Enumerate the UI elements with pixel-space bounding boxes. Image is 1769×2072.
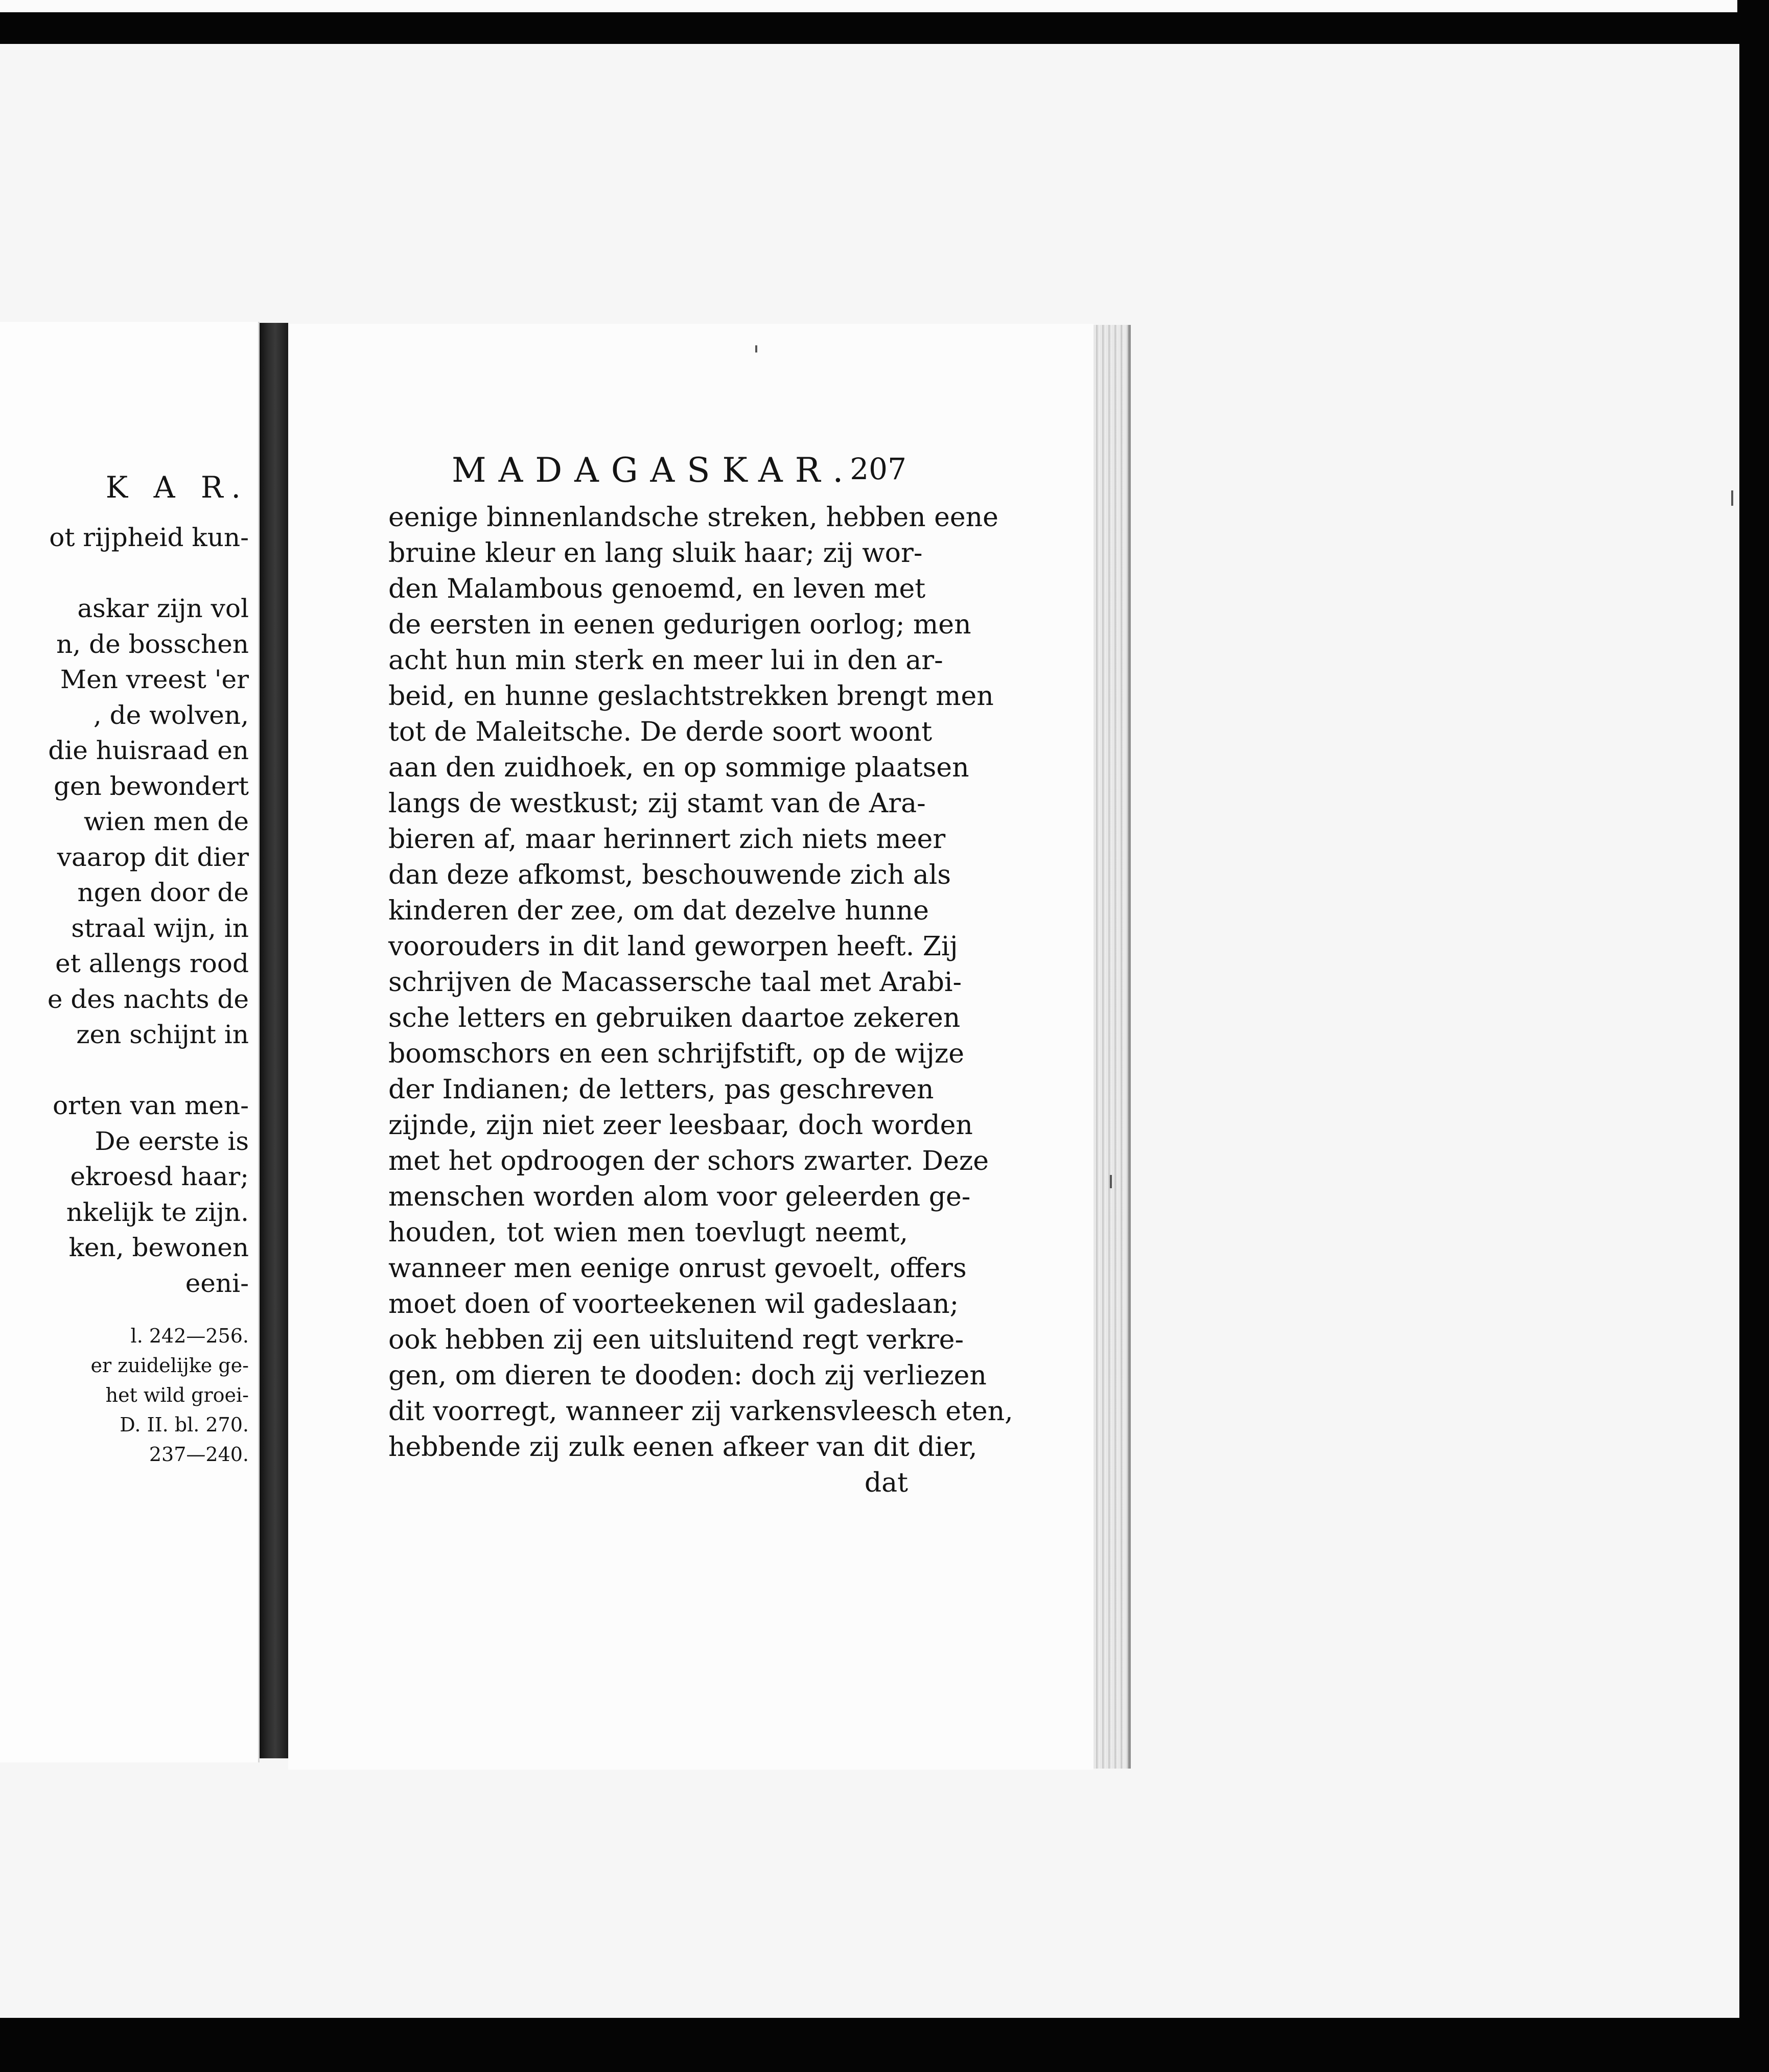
text-line: die huisraad en xyxy=(48,736,249,765)
text-line: ekroesd haar; xyxy=(70,1162,249,1191)
text-line: e des nachts de xyxy=(47,984,249,1014)
text-line: n, de bosschen xyxy=(56,629,249,659)
footnote-line: er zuidelijke ge- xyxy=(90,1354,249,1377)
text-line: eeni- xyxy=(185,1268,249,1298)
right-page-body xyxy=(388,500,1013,1501)
text-line: de eersten in eenen gedurigen oorlog; men xyxy=(388,609,971,640)
footnote-line: 237—240. xyxy=(149,1443,249,1466)
text-line: gen, om dieren te dooden: doch zij verliezen xyxy=(388,1360,987,1391)
footnote-line: het wild groei- xyxy=(105,1384,249,1406)
text-line: langs de westkust; zij stamt van de Ara- xyxy=(388,788,926,819)
text-line: menschen worden alom voor geleerden ge- xyxy=(388,1182,971,1212)
footnote-line: D. II. bl. 270. xyxy=(120,1414,249,1436)
catchword: dat xyxy=(864,1468,908,1498)
text-line: orten van men- xyxy=(52,1091,249,1120)
page-block-edges xyxy=(1093,325,1131,1769)
book-gutter xyxy=(260,323,288,1758)
text-line: aan den zuidhoek, en op sommige plaatsen xyxy=(388,752,969,783)
text-line: met het opdroogen der schors zwarter. Deze xyxy=(388,1146,989,1176)
text-line: ot rijpheid kun- xyxy=(49,523,249,552)
text-line: schrijven de Macassersche taal met Arabi- xyxy=(388,967,962,998)
dust-mark xyxy=(1731,490,1733,506)
text-line: Men vreest 'er xyxy=(60,665,249,694)
text-line: zijnde, zijn niet zeer leesbaar, doch worden xyxy=(388,1110,973,1141)
footnote-line: l. 242—256. xyxy=(130,1325,249,1347)
text-line: tot de Maleitsche. De derde soort woont xyxy=(388,717,933,747)
left-page xyxy=(0,322,260,1762)
text-line: wien men de xyxy=(83,807,249,836)
left-running-head: K A R. xyxy=(105,470,249,505)
running-head: MADAGASKAR. xyxy=(452,451,856,490)
text-line xyxy=(4,1053,249,1089)
right-page-header xyxy=(452,451,906,491)
text-line: De eerste is xyxy=(95,1126,249,1156)
text-line: der Indianen; de letters, pas geschreven xyxy=(388,1074,934,1105)
text-line: kinderen der zee, om dat dezelve hunne xyxy=(388,896,929,926)
text-line: dan deze afkomst, beschouwende zich als xyxy=(388,860,951,890)
dust-mark xyxy=(1110,1175,1112,1188)
left-page-body xyxy=(4,520,249,1301)
text-line: hebbende zij zulk eenen afkeer van dit dier, xyxy=(388,1432,977,1463)
text-line: nkelijk te zijn. xyxy=(66,1197,249,1227)
left-page-footnotes xyxy=(4,1321,249,1469)
text-line: ngen door de xyxy=(77,878,249,907)
text-line: sche letters en gebruiken daartoe zekeren xyxy=(388,1003,961,1033)
text-line: ook hebben zij een uitsluitend regt verkre- xyxy=(388,1325,964,1355)
text-line: zen schijnt in xyxy=(76,1020,249,1049)
text-line: askar zijn vol xyxy=(77,594,249,623)
text-line: gen bewondert xyxy=(54,771,249,801)
text-line: boomschors en een schrijfstift, op de wijze xyxy=(388,1039,964,1069)
dust-mark xyxy=(755,345,757,352)
text-line: acht hun min sterk en meer lui in den ar- xyxy=(388,645,943,676)
scan-border-bottom xyxy=(0,2018,1769,2072)
text-line: voorouders in dit land geworpen heeft. Zij xyxy=(388,931,958,962)
text-line: , de wolven, xyxy=(93,700,249,730)
text-line: dit voorregt, wanneer zij varkensvleesch eten, xyxy=(388,1396,1013,1427)
scan-margin-strip xyxy=(0,0,1737,12)
text-line: houden, tot wien men toevlugt neemt, xyxy=(388,1217,908,1248)
text-line: bieren af, maar herinnert zich niets meer xyxy=(388,824,946,855)
text-line: moet doen of voorteekenen wil gadeslaan; xyxy=(388,1289,959,1320)
text-line: wanneer men eenige onrust gevoelt, offers xyxy=(388,1253,967,1284)
page-number: 207 xyxy=(850,452,906,486)
right-page xyxy=(288,324,1093,1770)
text-line: straal wijn, in xyxy=(71,913,249,943)
scan-border-right xyxy=(1739,44,1769,2018)
text-line: eenige binnenlandsche streken, hebben eene xyxy=(388,502,998,533)
text-line: den Malambous genoemd, en leven met xyxy=(388,574,926,604)
text-line: vaarop dit dier xyxy=(57,842,249,872)
text-line: et allengs rood xyxy=(55,949,249,978)
text-line: bruine kleur en lang sluik haar; zij wor- xyxy=(388,538,923,569)
text-line xyxy=(4,556,249,592)
text-line: ken, bewonen xyxy=(68,1233,249,1262)
text-line: beid, en hunne geslachtstrekken brengt men xyxy=(388,681,994,712)
